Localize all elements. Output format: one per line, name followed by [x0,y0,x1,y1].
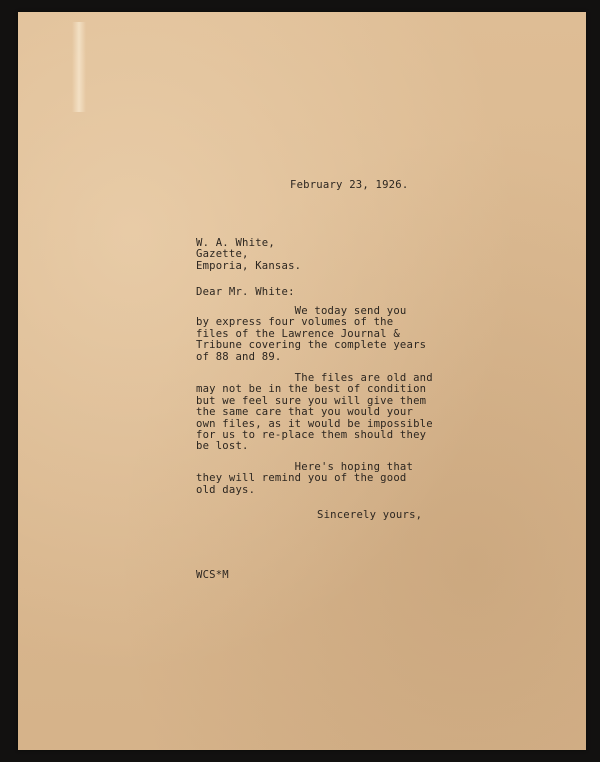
text-line: The files are old and [196,372,433,384]
text-line: they will remind you of the good [196,472,407,485]
letter-date: February 23, 1926. [290,179,409,191]
text-line: for us to re-place them should they [196,429,427,442]
text-line: We today send you [196,305,407,317]
typist-initials: WCS*M [196,569,229,581]
text-line: by express four volumes of the [196,316,394,329]
closing: Sincerely yours, [317,509,423,521]
recipient-address [196,238,301,272]
paragraph-3 [196,462,413,496]
address-line: Emporia, Kansas. [196,259,302,272]
text-line: Here's hoping that [196,461,414,473]
paragraph-1 [196,306,426,363]
text-line: files of the Lawrence Journal & [196,327,400,340]
paragraph-2 [196,373,433,453]
address-line: Gazette, [196,248,249,261]
text-line: own files, as it would be impossible [196,417,433,430]
text-line: old days. [196,483,256,496]
text-line: but we feel sure you will give them [196,394,427,407]
text-line: the same care that you would your [196,406,414,419]
letter-page [18,12,586,750]
address-line: W. A. White, [196,237,275,249]
text-line: be lost. [196,440,249,453]
text-line: of 88 and 89. [196,350,282,363]
text-line: Tribune covering the complete years [196,339,427,352]
paper-crease [72,22,86,112]
text-line: may not be in the best of condition [196,383,427,396]
salutation: Dear Mr. White: [196,286,295,298]
